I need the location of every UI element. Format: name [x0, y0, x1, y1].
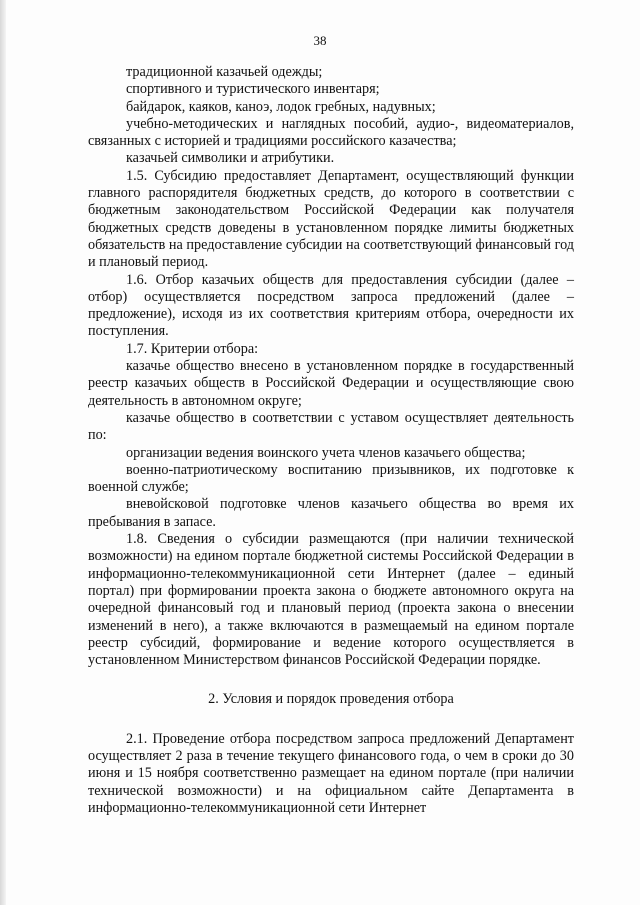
paragraph: 1.5. Субсидию предоставляет Департамент, осуществляющий функции главного распорядителя бюджетных средств, до которого в соответствии с бюджетным законодательством Российской Федерации как получателя бюджетных средств доведены в установленном порядке лимиты бюджетных обязательств на предоставление субсидии на соответствующий финансовый год и плановый период. [88, 167, 574, 271]
paragraph: казачье общество внесено в установленном порядке в государственный реестр казачьих обществ в Российской Федерации и осуществляющие свою деятельность в автономном округе; [88, 358, 574, 409]
paragraph: казачьей символики и атрибутики. [126, 150, 335, 167]
paragraph: спортивного и туристического инвентаря; [126, 81, 380, 98]
section-heading: 2. Условия и порядок проведения отбора [208, 691, 454, 708]
paragraph: 1.7. Критерии отбора: [126, 340, 259, 357]
paragraph: вневойсковой подготовке членов казачьего общества во время их пребывания в запасе. [88, 496, 574, 530]
paragraph: 2.1. Проведение отбора посредством запроса предложений Департамент осуществляет 2 раза в течение текущего финансового года, о чем в сроки до 30 июня и 15 ноября соответственно размещает на едином портале (при наличии технической возможности) и на официальном сайте Департамента в информационно-телекоммуникационной сети Интернет [88, 730, 574, 816]
paragraph: 1.6. Отбор казачьих обществ для предоставления субсидии (далее – отбор) осуществляется посредством запроса предложений (далее – предложение), исходя из их соответствия критериям отбора, очередности их поступления. [88, 271, 574, 340]
page-number: 38 [313, 33, 327, 48]
paragraph: традиционной казачьей одежды; [126, 64, 323, 80]
page-edge-shadow [0, 0, 6, 905]
paragraph: 1.8. Сведения о субсидии размещаются (при наличии технической возможности) на едином портале бюджетной системы Российской Федерации в информационно-телекоммуникационной сети Интернет (далее – единый портал) при формировании проекта закона о бюджете автономного округа на очередной финансовый год и плановый период (проекта закона о внесении изменений в него), а также включаются в размещаемый на едином портале реестр субсидий, формирование и ведение которого осуществляется в установленном Министерством финансов Российской Федерации порядке. [88, 531, 574, 669]
document-body [88, 64, 574, 817]
paragraph: учебно-методических и наглядных пособий, аудио-, видеоматериалов, связанных с историей и традициями российского казачества; [88, 115, 574, 150]
paragraph: байдарок, каяков, каноэ, лодок гребных, надувных; [126, 98, 436, 115]
paragraph: казачье общество в соответствии с уставом осуществляет деятельность по: [88, 409, 574, 444]
section-paragraph-list [88, 731, 574, 817]
paragraph: организации ведения воинского учета членов казачьего общества; [126, 444, 526, 461]
paragraph: военно-патриотическому воспитанию призывников, их подготовке к военной службе; [88, 461, 574, 496]
paragraph-list [88, 64, 574, 669]
